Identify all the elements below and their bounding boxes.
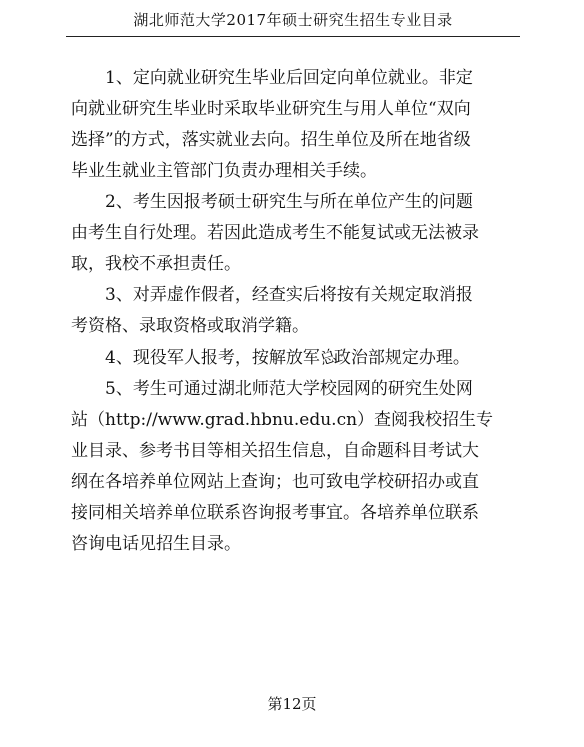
paragraph-4-text-start: 4、现役军人报考，按解放军	[105, 348, 320, 368]
paragraph-5-line-5: 接同相关培养单位联系咨询报考事宜。各培养单位联系	[71, 503, 479, 523]
paragraph-1-line-2: 向就业研究生毕业时采取毕业研究生与用人单位“双向	[71, 99, 471, 119]
paragraph-2-line-1: 2、考生因报考硕士研究生与所在单位产生的问题	[105, 192, 473, 212]
paragraph-3-line-1: 3、对弄虚作假者，经查实后将按有关规定取消报	[105, 285, 473, 305]
paragraph-5-line-3: 业目录、参考书目等相关招生信息，自命题科目考试大	[71, 441, 479, 461]
paragraph-2-line-2: 由考生自行处理。若因此造成考生不能复试或无法被录	[71, 223, 479, 243]
paragraph-3-line-2: 考资格、录取资格或取消学籍。	[71, 316, 309, 336]
paragraph-1-line-4: 毕业生就业主管部门负责办理相关手续。	[71, 161, 377, 181]
garbled-glyph: 总	[317, 346, 337, 369]
paragraph-1-line-3: 选择”的方式，落实就业去向。招生单位及所在地省级	[71, 130, 471, 150]
paragraph-5-line-6: 咨询电话见招生目录。	[71, 534, 241, 554]
paragraph-5-line-2: 站（http://www.grad.hbnu.edu.cn）查阅我校招生专	[71, 410, 494, 430]
page-number: 第12页	[267, 695, 317, 713]
paragraph-2-line-3: 取，我校不承担责任。	[71, 254, 241, 274]
paragraph-5-line-4: 纲在各培养单位网站上查询；也可致电学校研招办或直	[71, 472, 479, 492]
header-divider	[66, 36, 520, 37]
paragraph-4-text-end: 政治部规定办理。	[333, 348, 470, 368]
document-body	[71, 63, 525, 560]
paragraph-4-line-1	[71, 342, 525, 374]
paragraph-1-line-1: 1、定向就业研究生毕业后回定向单位就业。非定	[105, 68, 473, 88]
paragraph-5-line-1: 5、考生可通过湖北师范大学校园网的研究生处网	[105, 379, 473, 399]
page-header-title: 湖北师范大学2017年硕士研究生招生专业目录	[133, 11, 453, 29]
